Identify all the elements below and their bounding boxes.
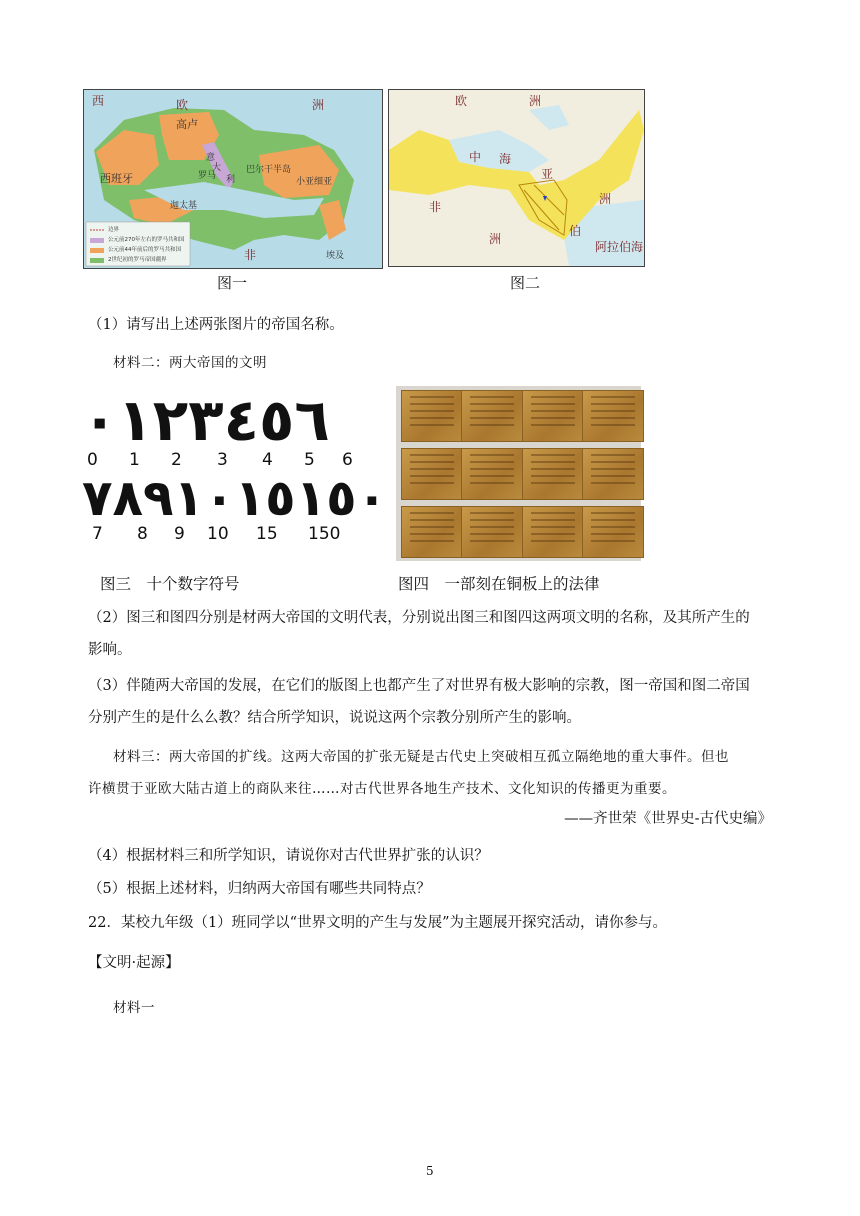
map1-label-xibanya: 西班牙 — [100, 172, 133, 185]
map1-label-zhou: 洲 — [312, 98, 325, 112]
map2-label-zhou1: 洲 — [529, 94, 542, 108]
map2-label-ya: 亚 — [541, 167, 554, 181]
question-2-line-2: 影响。 — [88, 642, 132, 658]
bronze-plate — [582, 448, 644, 500]
map2-label-zhou2: 洲 — [489, 232, 502, 246]
map-roman-empire — [83, 89, 383, 269]
material-3-line-1: 材料三：两大帝国的扩线。这两大帝国的扩张无疑是古代史上突破相互孤立隔绝地的重大事件。但也 — [113, 749, 729, 765]
digit-label-6: 6 — [342, 450, 353, 470]
map1-label-da: 大 — [212, 163, 222, 173]
digit-label-0: 0 — [87, 450, 98, 470]
question-3-line-1: （3）伴随两大帝国的发展，在它们的版图上也都产生了对世界有极大影响的宗教，图一帝国和图二帝国 — [88, 678, 750, 694]
bronze-plate — [582, 390, 644, 442]
bronze-plate — [401, 448, 463, 500]
digit-label-9: 9 — [174, 524, 185, 544]
bronze-plate — [461, 448, 523, 500]
arabic-digits-row-2: ٧٨٩١٠١٥١٥٠ — [82, 469, 388, 527]
map1-legend-item: 2世纪初的罗马帝国疆界 — [108, 257, 167, 263]
map1-legend-item: 公元前44年前后的罗马共和国 — [108, 247, 181, 253]
bronze-plate — [401, 506, 463, 558]
digit-label-2: 2 — [171, 450, 182, 470]
question-2-line-1: （2）图三和图四分别是材两大帝国的文明代表，分别说出图三和图四这两项文明的名称，及其所产生的 — [88, 610, 750, 626]
digit-label-3: 3 — [217, 450, 228, 470]
digit-label-7: 7 — [92, 524, 103, 544]
map1-label-li: 利 — [226, 175, 236, 185]
material-3-line-2: 许横贯于亚欧大陆古道上的商队来往……对古代世界各地生产技术、文化知识的传播更为重要。 — [88, 781, 676, 797]
map1-label-aiji: 埃及 — [326, 251, 345, 261]
bronze-plate — [582, 506, 644, 558]
material-3-source: ——齐世荣《世界史-古代史编》 — [564, 811, 772, 827]
fig3-caption: 图三 十个数字符号 — [100, 575, 240, 593]
map1-label-luoma: 罗马 — [198, 171, 217, 181]
map1-legend — [108, 225, 185, 265]
map1-label-bajian: 巴尔干半岛 — [246, 165, 292, 175]
digit-label-10: 10 — [207, 524, 229, 544]
map2-label-zhou3: 洲 — [599, 192, 612, 206]
map2-label-alabo: 阿拉伯海 — [595, 240, 644, 254]
map2-label-hai: 海 — [499, 152, 512, 166]
arabic-digits-row-1: ٠١٢٣٤٥٦ — [82, 386, 330, 454]
arabic-numerals-figure — [82, 386, 388, 550]
bronze-plate — [461, 390, 523, 442]
question-5: （5）根据上述材料，归纳两大帝国有哪些共同特点？ — [88, 881, 431, 897]
material-1-heading: 材料一 — [113, 1000, 155, 1016]
material-2-heading: 材料二：两大帝国的文明 — [113, 355, 267, 371]
map1-label-jiataiji: 迦太基 — [170, 201, 198, 211]
bronze-plate — [522, 390, 584, 442]
map2-label-fei: 非 — [429, 200, 442, 214]
digit-label-15: 15 — [256, 524, 278, 544]
digit-label-1: 1 — [129, 450, 140, 470]
fig2-caption: 图二 — [510, 274, 541, 292]
digit-label-5: 5 — [304, 450, 315, 470]
digit-label-4: 4 — [262, 450, 273, 470]
map2-label-ou: 欧 — [455, 94, 468, 108]
map-arab-empire — [388, 89, 645, 267]
bronze-plate — [461, 506, 523, 558]
map1-legend-item: 边界 — [108, 227, 120, 233]
bronze-plate — [522, 448, 584, 500]
page-number: 5 — [426, 1164, 434, 1178]
map1-label-yi: 意 — [206, 153, 216, 163]
question-4: （4）根据材料三和所学知识，请说你对古代世界扩张的认识？ — [88, 848, 489, 864]
map2-label-zhong: 中 — [469, 150, 482, 164]
map1-label-xi: 西 — [92, 94, 105, 108]
map2-label-bo: 伯 — [569, 224, 582, 238]
section-heading: 【文明·起源】 — [88, 955, 180, 971]
question-22: 22．某校九年级（1）班同学以“世界文明的产生与发展”为主题展开探究活动，请你参与。 — [88, 915, 667, 931]
map1-legend-item: 公元前270年左右的罗马共和国 — [108, 237, 185, 243]
bronze-law-plates-figure — [396, 386, 641, 561]
question-1: （1）请写出上述两张图片的帝国名称。 — [88, 317, 344, 333]
digit-label-8: 8 — [137, 524, 148, 544]
fig4-caption: 图四 一部刻在铜板上的法律 — [398, 575, 600, 593]
map1-label-ou: 欧 — [176, 98, 189, 112]
map1-label-gaolu: 高卢 — [176, 118, 198, 131]
map1-label-fei: 非 — [244, 248, 257, 262]
digit-label-150: 150 — [308, 524, 341, 544]
map1-label-xiaoyaxiya: 小亚细亚 — [296, 177, 333, 187]
bronze-plate — [522, 506, 584, 558]
question-3-line-2: 分别产生的是什么么教？结合所学知识，说说这两个宗教分别所产生的影响。 — [88, 710, 581, 726]
fig1-caption: 图一 — [217, 274, 248, 292]
bronze-plate — [401, 390, 463, 442]
